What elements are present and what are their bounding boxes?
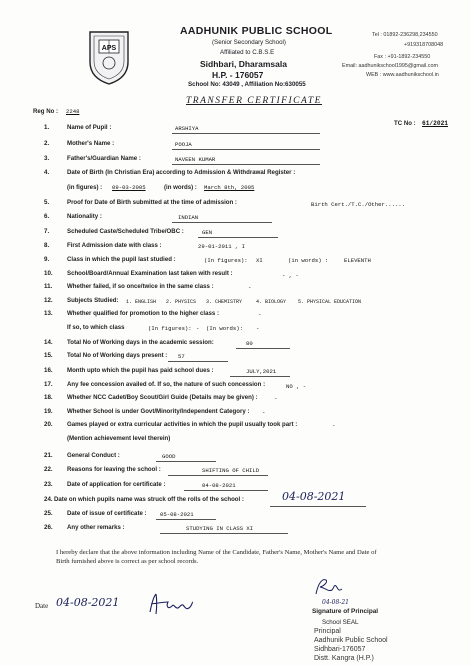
principal-sign-date: 04-08-21 [322,599,349,606]
last-class-figures-value: XI [256,257,263,264]
promotion-class-label: If so, to which class [67,324,125,331]
field-label-last-exam: School/Board/Annual Examination last taken with result : [67,270,233,277]
field-label-failed: Whether failed, if so once/twice in the same class : [67,283,214,290]
field-label-category: Scheduled Caste/Scheduled Tribe/OBC : [67,228,184,235]
school-pin: H.P. - 176057 [212,70,264,80]
field-value-struck-off-date: 04-08-2021 [282,490,346,503]
subject-5: 5. PHYSICAL EDUCATION [298,299,362,305]
field-number: 12. [44,297,53,304]
field-label-conduct: General Conduct : [67,452,120,459]
field-label-ncc: Whether NCC Cadet/Boy Scout/Girl Guide (Details may be given) : [67,394,258,401]
field-number: 4. [44,169,50,176]
field-value-category: GEN [202,229,213,236]
school-type: (Senior Secondary School) [212,39,286,46]
field-number: 15. [44,352,53,359]
field-value-pupil-name: ARSHIYA [175,125,199,132]
field-number: 3. [44,155,50,162]
school-number: School No: 43049 , Affiliation No:630055 [188,81,306,88]
website: WEB : www.aadhunikschool.in [366,72,439,78]
field-label-last-class: Class in which the pupil last studied : [67,256,176,263]
field-number: 1. [44,124,50,131]
declaration-line-2: Birth furnished above is correct as per school records. [56,558,199,565]
field-value-ncc: - [274,395,278,402]
subject-3: 3. CHEMISTRY [206,299,243,305]
field-label-school-category: Whether School is under Govt/Minority/Independent Category : [67,408,250,415]
field-label-promotion: Whether qualified for promotion to the higher class : [67,310,220,317]
field-number: 24. [44,496,53,503]
subject-2: 2. PHYSICS [166,299,197,305]
field-value-application-date: 04-08-2021 [202,482,236,489]
field-label-father-name: Father's/Guardian Name : [67,155,141,162]
field-value-working-days: 80 [246,340,253,347]
email: Email: aadhunikschool1995@gmail.com [342,63,438,69]
field-value-games: - [332,422,336,429]
field-number: 19. [44,408,53,415]
field-label-fee-concession: Any fee concession availed of. If so, the nature of such concession : [67,381,266,388]
field-number: 5. [44,199,50,206]
field-label-leaving-reason: Reasons for leaving the school : [67,466,161,473]
field-number: 20. [44,421,53,428]
principal-signature [312,574,348,600]
field-number: 25. [44,510,53,517]
field-value-fee-concession: NO , - [286,383,307,390]
field-number: 11. [44,283,53,290]
field-value-conduct: GOOD [162,453,176,460]
class-teacher-signature [146,590,198,618]
field-number: 22. [44,466,53,473]
field-number: 10. [44,270,53,277]
reg-no-value: 2248 [66,108,80,115]
field-value-dues-paid: JULY,2021 [246,368,277,375]
field-value-leaving-reason: SHIFTING OF CHILD [202,467,260,474]
value-line [172,141,320,150]
stamp-school-name: Aadhunik Public School [314,637,388,644]
field-value-promotion: - [258,311,262,318]
field-number: 6. [44,213,50,220]
field-value-last-exam: - , - [282,272,299,279]
field-label-dues-paid: Month upto which the pupil has paid school dues : [67,367,214,374]
field-value-failed: - [248,284,252,291]
field-label-issue-date: Date of issue of certificate : [67,510,147,517]
field-label-subjects: Subjects Studied: [67,297,119,304]
date-value: 04-08-2021 [56,596,120,609]
field-number: 7. [44,228,50,235]
field-label-pupil-name: Name of Pupil : [67,124,112,131]
certificate-title: TRANSFER CERTIFICATE [186,96,322,106]
affiliation: Affiliated to C.B.S.E [220,49,275,56]
last-class-figures-label: (In figures): [204,257,248,264]
field-number: 16. [44,367,53,374]
date-label: Date [35,602,49,610]
fax: Fax : +91-1892-234550 [374,54,431,60]
telephone: Tel : 01892-236298,234550 [372,32,438,38]
field-label-dob-proof: Proof for Date of Birth submitted at the time of admission : [67,199,237,206]
field-number: 21. [44,452,53,459]
field-number: 14. [44,339,53,346]
promotion-words-label: (In words): [206,325,243,332]
field-value-first-admission: 29-01-2011 , I [198,243,245,250]
field-number: 9. [44,256,50,263]
dob-words-label: (in words) : [164,184,197,191]
field-label-dob: Date of Birth (In Christian Era) according to Admission & Withdrawal Register : [67,169,296,176]
reg-no-label: Reg No : [33,108,59,115]
field-number: 23. [44,481,53,488]
field-label-games: Games played or extra curricular activities in which the pupil usually took part : [67,421,298,428]
school-location: Sidhbari, Dharamsala [200,59,287,69]
promotion-words-value: - [256,325,260,332]
dob-words-value: March 8th, 2005 [204,184,255,191]
last-class-words-value: ELEVENTH [344,257,371,264]
field-number: 8. [44,242,50,249]
stamp-principal: Principal [314,628,341,635]
field-label-remarks: Any other remarks : [67,524,125,531]
svg-text:APS: APS [101,45,117,52]
field-label-days-present: Total No of Working days present : [67,352,168,359]
field-label-first-admission: First Admission date with class : [67,242,162,249]
last-class-words-label: (in words) : [288,257,329,264]
field-number: 26. [44,524,53,531]
field-label-struck-off-date: Date on which pupils name was struck off the rolls of the school : [54,496,244,503]
promotion-figures-label: (In figures): [148,325,192,332]
school-crest-logo [86,28,132,86]
declaration-line-1: I hereby declare that the above information including Name of the Candidate, Father's Name, Mother's Name and Date of [56,549,377,556]
field-value-issue-date: 05-08-2021 [160,511,194,518]
field-value-days-present: 57 [178,353,185,360]
principal-signature-label: Signature of Principal [312,608,379,615]
school-name: AADHUNIK PUBLIC SCHOOL [180,25,333,37]
field-number: 2. [44,140,50,147]
achievement-label: (Mention achievement level therein) [67,435,171,442]
dob-figures-value: 09-03-2005 [112,184,146,191]
dob-figures-label: (in figures) : [67,184,103,191]
field-value-school-category: - [262,409,266,416]
field-label-application-date: Date of application for certificate : [67,481,166,488]
field-number: 13. [44,310,53,317]
field-value-nationality: INDIAN [178,214,199,221]
value-line [168,353,228,362]
field-number: 17. [44,381,53,388]
telephone-2: +919318708048 [404,42,444,48]
field-value-dob-proof: Birth Cert./T.C./Other...... [311,201,405,208]
subject-4: 4. BIOLOGY [256,299,287,305]
subject-1: 1. ENGLISH [126,299,157,305]
school-seal-label: School SEAL [322,619,359,626]
tc-no-label: TC No : [394,120,416,127]
stamp-address: Sidhbari-176057 [314,646,366,653]
field-label-mother-name: Mother's Name : [67,140,115,147]
tc-no-value: 61/2021 [422,120,448,127]
field-value-remarks: STUDYING IN CLASS XI [186,525,254,532]
field-label-nationality: Nationality : [67,213,102,220]
stamp-district: Distt. Kangra (H.P.) [314,655,374,662]
field-value-mother-name: POOJA [175,141,192,148]
value-line [236,340,290,349]
field-number: 18. [44,394,53,401]
field-value-father-name: NAVEEN KUMAR [175,156,216,163]
promotion-figures-value: - [196,325,200,332]
field-label-working-days: Total No of Working days in the academic session: [67,339,214,346]
